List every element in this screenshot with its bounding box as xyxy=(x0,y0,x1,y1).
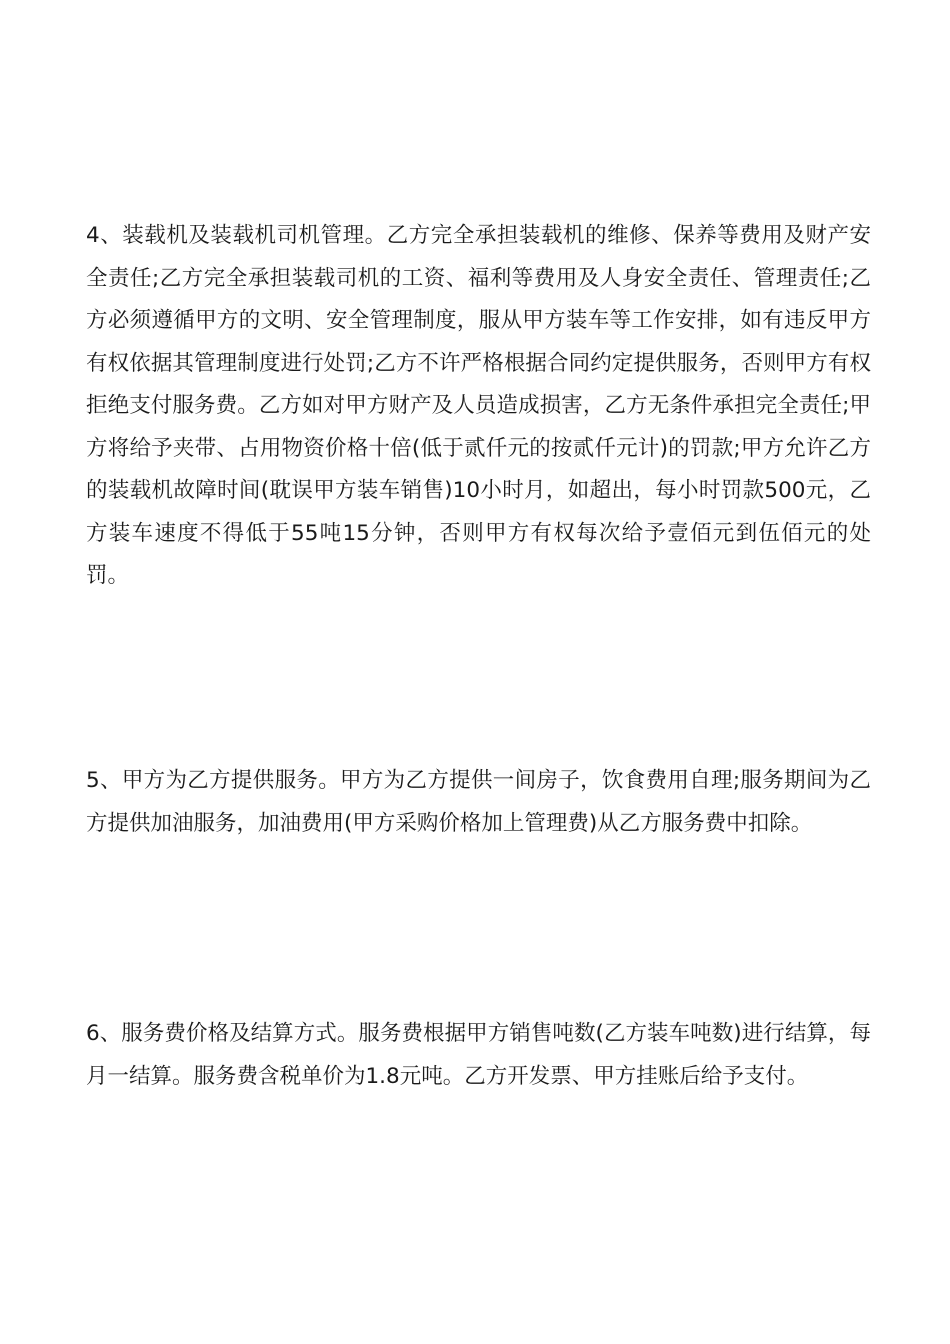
clause-4-paragraph: 4、装载机及装载机司机管理。乙方完全承担装载机的维修、保养等费用及财产安全责任;乙方完全承担装载司机的工资、福利等费用及人身安全责任、管理责任;乙方必须遵循甲方的文明、安全管理制度，服从甲方装车等工作安排，如有违反甲方有权依据其管理制度进行处罚;乙方不许严格根据合同约定提供服务，否则甲方有权拒绝支付服务费。乙方如对甲方财产及人员造成损害，乙方无条件承担完全责任;甲方将给予夹带、占用物资价格十倍(低于贰仟元的按贰仟元计)的罚款;甲方允许乙方的装载机故障时间(耽误甲方装车销售)10小时月，如超出，每小时罚款500元，乙方装车速度不得低于55吨15分钟，否则甲方有权每次给予壹佰元到伍佰元的处罚。 xyxy=(86,223,871,588)
clause-5-paragraph: 5、甲方为乙方提供服务。甲方为乙方提供一间房子，饮食费用自理;服务期间为乙方提供加油服务，加油费用(甲方采购价格加上管理费)从乙方服务费中扣除。 xyxy=(86,768,871,836)
clause-6-paragraph: 6、服务费价格及结算方式。服务费根据甲方销售吨数(乙方装车吨数)进行结算，每月一结算。服务费含税单价为1.8元吨。乙方开发票、甲方挂账后给予支付。 xyxy=(86,1021,871,1089)
